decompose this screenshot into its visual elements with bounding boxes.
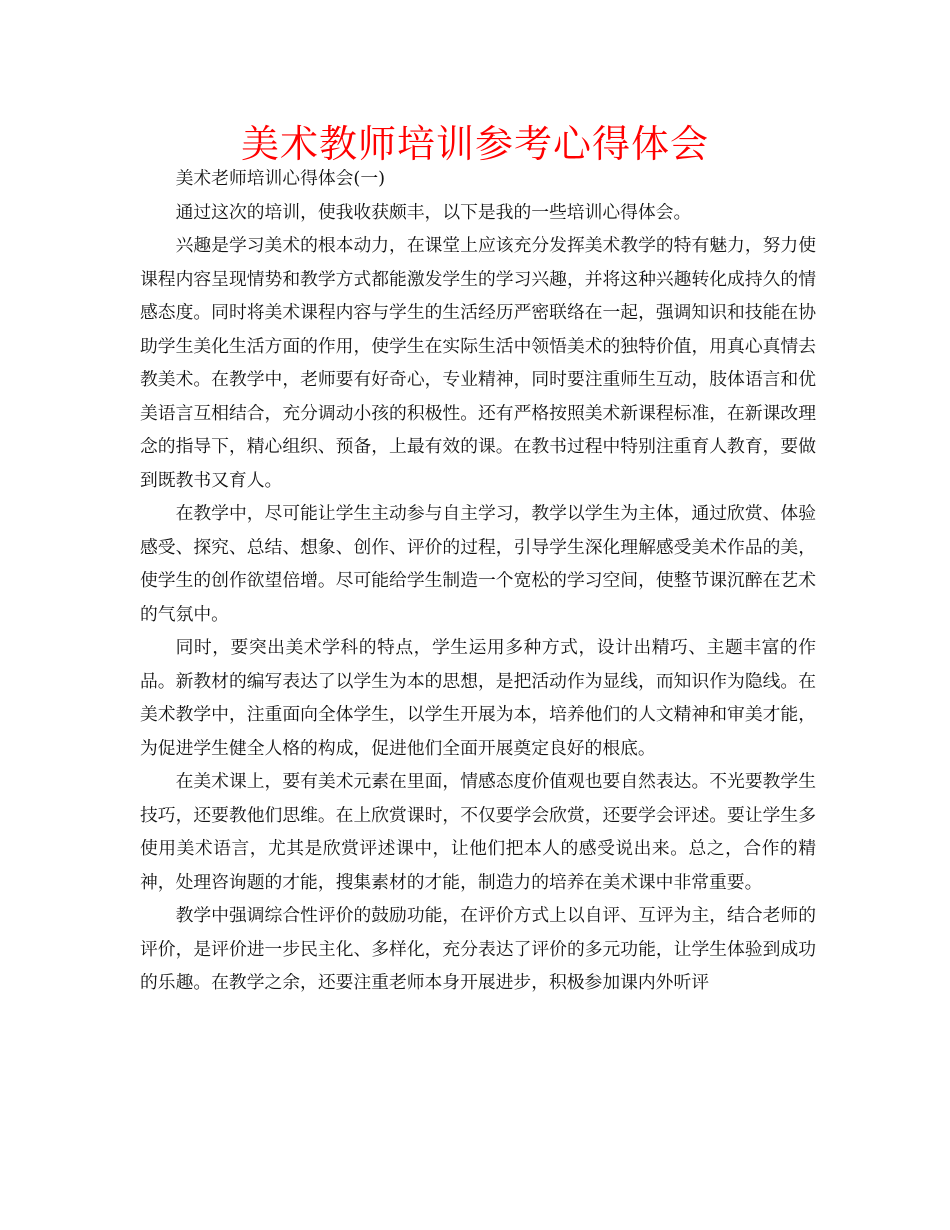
paragraph-5: 在美术课上，要有美术元素在里面，情感态度价值观也要自然表达。不光要教学生技巧，还要教他们思维。在上欣赏课时，不仅要学会欣赏，还要学会评述。要让学生多使用美术语言，尤其是欣赏评述课中，让他们把本人的感受说出来。总之，合作的精神，处理咨询题的才能，搜集素材的才能，制造力的培养在美术课中非常重要。 [140,771,816,893]
paragraph-3: 在教学中，尽可能让学生主动参与自主学习，教学以学生为主体，通过欣赏、体验感受、探究、总结、想象、创作、评价的过程，引导学生深化理解感受美术作品的美，使学生的创作欲望倍增。尽可能给学生制造一个宽松的学习空间，使整节课沉醉在艺术的气氛中。 [140,503,816,625]
paragraph-2: 兴趣是学习美术的根本动力，在课堂上应该充分发挥美术教学的特有魅力，努力使课程内容呈现情势和教学方式都能激发学生的学习兴趣，并将这种兴趣转化成持久的情感态度。同时将美术课程内容与学生的生活经历严密联络在一起，强调知识和技能在协助学生美化生活方面的作用，使学生在实际生活中领悟美术的独特价值，用真心真情去教美术。在教学中，老师要有好奇心，专业精神，同时要注重师生互动，肢体语言和优美语言互相结合，充分调动小孩的积极性。还有严格按照美术新课程标准，在新课改理念的指导下，精心组织、预备，上最有效的课。在教书过程中特别注重育人教育，要做到既教书又育人。 [140,235,816,491]
paragraph-1: 通过这次的培训，使我收获颇丰，以下是我的一些培训心得体会。 [175,201,692,223]
document-body [140,162,816,1000]
paragraph-6: 教学中强调综合性评价的鼓励功能，在评价方式上以自评、互评为主，结合老师的评价，是评价进一步民主化、多样化，充分表达了评价的多元功能，让学生体验到成功的乐趣。在教学之余，还要注重老师本身开展进步，积极参加课内外听评 [140,905,816,993]
paragraph-4: 同时，要突出美术学科的特点，学生运用多种方式，设计出精巧、主题丰富的作品。新教材的编写表达了以学生为本的思想，是把活动作为显线，而知识作为隐线。在美术教学中，注重面向全体学生，以学生开展为本，培养他们的人文精神和审美才能，为促进学生健全人格的构成，促进他们全面开展奠定良好的根底。 [140,637,816,759]
section-heading: 美术老师培训心得体会(一) [175,168,386,189]
document-title: 美术教师培训参考心得体会 [240,122,709,166]
